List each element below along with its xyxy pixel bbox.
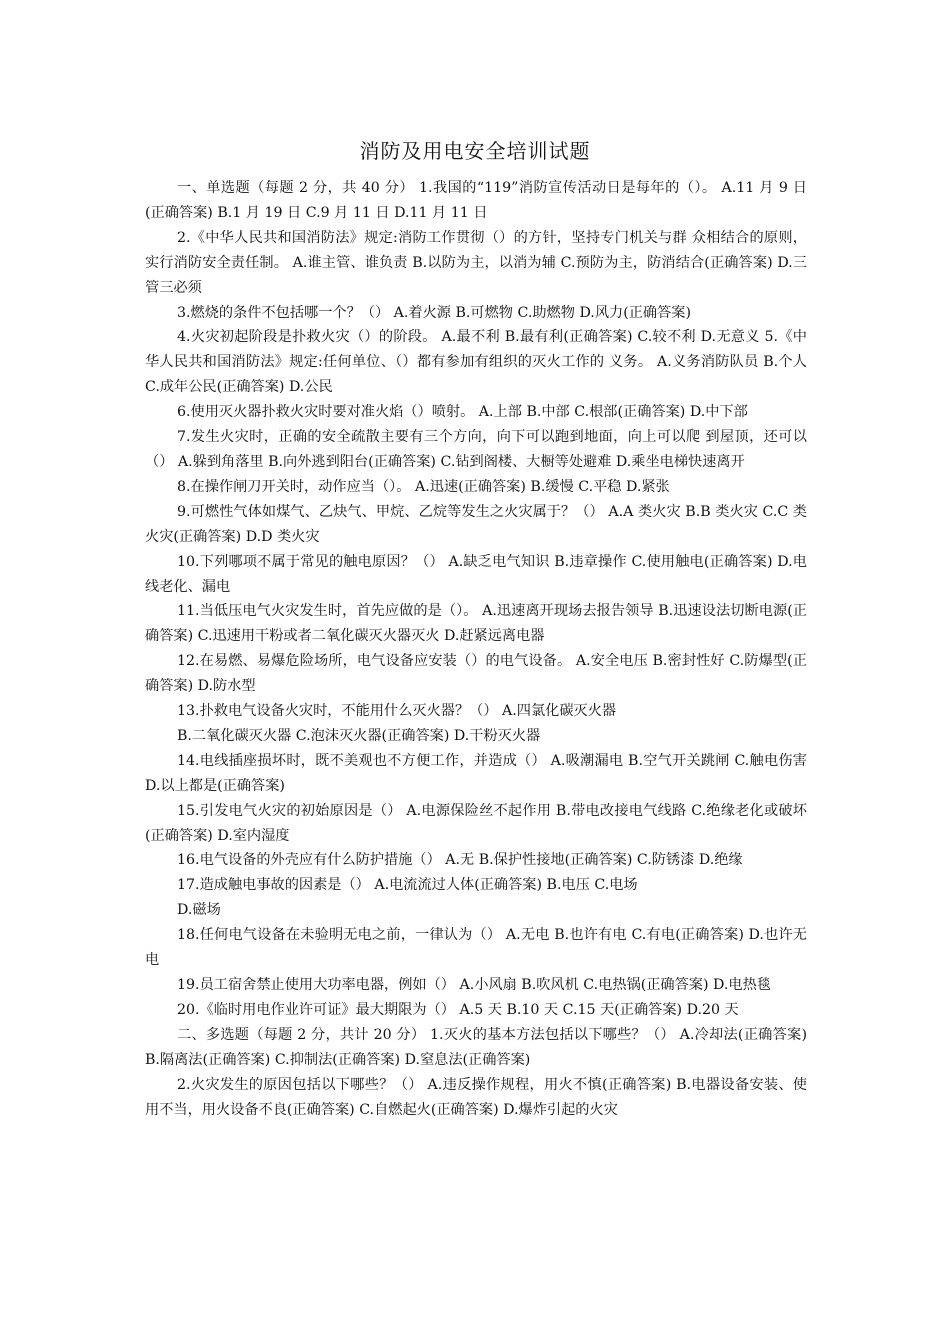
paragraph: D.磁场 [177,902,221,919]
paragraph: 9.可燃性气体如煤气、乙炔气、甲烷、乙烷等发生之火灾属于？（） A.A 类火灾 B.B 类火灾 C.C 类火灾(正确答案) D.D 类火灾 [145,503,807,545]
paragraph: B.二氧化碳灭火器 C.泡沫灭火器(正确答案) D.干粉灭火器 [177,727,541,744]
paragraph: 2.《中华人民共和国消防法》规定:消防工作贯彻（）的方针，坚持专门机关与群 众相结合的原则，实行消防安全责任制。 A.谁主管、谁负责 B.以防为主，以消为辅 C.预防为主，防消结合(正确答案) D.三管三必须 [145,229,807,296]
paragraph: 13.扑救电气设备火灾时，不能用什么灭火器？（） A.四氯化碳灭火器 [177,703,617,720]
paragraph: 10.下列哪项不属于常见的触电原因？（） A.缺乏电气知识 B.违章操作 C.使用触电(正确答案) D.电线老化、漏电 [145,553,807,595]
paragraph: 6.使用灭火器扑救火灾时要对准火焰（）喷射。 A.上部 B.中部 C.根部(正确答案) D.中下部 [177,404,748,421]
paragraph: 11.当低压电气火灾发生时，首先应做的是（）。 A.迅速离开现场去报告领导 B.迅速设法切断电源(正确答案) C.迅速用干粉或者二氧化碳灭火器灭火 D.赶紧远离电器 [145,603,807,645]
paragraph: 一、单选题（每题 2 分，共 40 分） 1.我国的“119”消防宣传活动日是每年的（）。 A.11 月 9 日(正确答案) B.1 月 19 日 C.9 月 11 日 D.11 月 11 日 [145,180,807,221]
paragraph: 12.在易燃、易爆危险场所，电气设备应安装（）的电气设备。 A.安全电压 B.密封性好 C.防爆型(正确答案) D.防水型 [145,653,807,695]
paragraph: 18.任何电气设备在未验明无电之前，一律认为（） A.无电 B.也许有电 C.有电(正确答案) D.也许无电 [145,927,807,969]
paragraph: 二、多选题（每题 2 分，共计 20 分） 1.灭火的基本方法包括以下哪些？（） A.冷却法(正确答案) B.隔离法(正确答案) C.抑制法(正确答案) D.窒息法(正确答案) [145,1026,807,1068]
paragraph: 15.引发电气火灾的初始原因是（） A.电源保险丝不起作用 B.带电改接电气线路 C.绝缘老化或破坏(正确答案) D.室内湿度 [145,802,807,844]
document-title: 消防及用电安全培训试题 [359,139,591,163]
paragraph: 20.《临时用电作业许可证》最大期限为（） A.5 天 B.10 天 C.15 天(正确答案) D.20 天 [177,1001,739,1018]
paragraph: 4.火灾初起阶段是扑救火灾（）的阶段。 A.最不利 B.最有利(正确答案) C.较不利 D.无意义 5.《中华人民共和国消防法》规定:任何单位、（）都有参加有组织的灭火工作的 义务。 A.义务消防队员 B.个人 C.成年公民(正确答案) D.公民 [145,329,807,396]
paragraph: 19.员工宿舍禁止使用大功率电器，例如（） A.小风扇 B.吹风机 C.电热锅(正确答案) D.电热毯 [177,977,771,993]
paragraph: 16.电气设备的外壳应有什么防护措施（） A.无 B.保护性接地(正确答案) C.防锈漆 D.绝缘 [177,852,743,869]
paragraph: 8.在操作闸刀开关时，动作应当（）。 A.迅速(正确答案) B.缓慢 C.平稳 D.紧张 [177,478,670,495]
document-body [145,176,807,1122]
paragraph: 17.造成触电事故的因素是（） A.电流流过人体(正确答案) B.电压 C.电场 [177,877,638,894]
paragraph: 3.燃烧的条件不包括哪一个？（） A.着火源 B.可燃物 C.助燃物 D.风力(正确答案) [177,304,692,321]
paragraph: 14.电线插座损坏时，既不美观也不方便工作，并造成（） A.吸潮漏电 B.空气开关跳闸 C.触电伤害 D.以上都是(正确答案) [145,752,807,794]
paragraph: 7.发生火灾时，正确的安全疏散主要有三个方向，向下可以跑到地面，向上可以爬 到屋顶，还可以（） A.躲到角落里 B.向外逃到阳台(正确答案) C.钻到阁楼、大橱等处避难 D.乘坐电梯快速离开 [145,429,807,470]
paragraph: 2.火灾发生的原因包括以下哪些？（） A.违反操作规程，用火不慎(正确答案) B.电器设备安装、使用不当，用火设备不良(正确答案) C.自燃起火(正确答案) D.爆炸引起的火灾 [145,1076,807,1118]
